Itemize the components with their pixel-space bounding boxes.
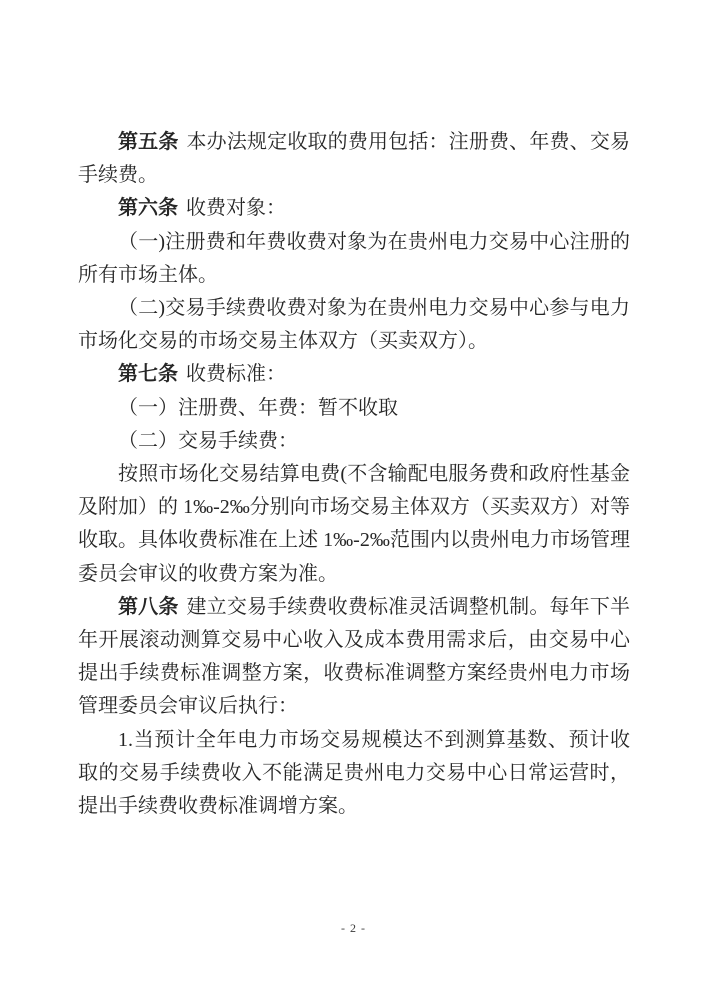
paragraph	[78, 226, 630, 292]
paragraph	[78, 591, 630, 724]
paragraph	[78, 724, 630, 824]
page-footer	[0, 918, 707, 938]
article-term: 第六条	[118, 197, 178, 220]
paragraph-text: 按照市场化交易结算电费(不含输配电服务费和政府性基金及附加）的 1‰-2‰分别向市场交易主体双方（买卖双方）对等收取。具体收费标准在上述 1‰-2‰范围内以贵州电力市场管理委员会审议的收费方案为准。	[78, 463, 630, 585]
article-term: 第七条	[118, 363, 178, 386]
paragraph-text: 建立交易手续费收费标准灵活调整机制。每年下半年开展滚动测算交易中心收入及成本费用需求后，由交易中心提出手续费标准调整方案，收费标准调整方案经贵州电力市场管理委员会审议后执行：	[78, 595, 630, 718]
document-body	[78, 126, 630, 823]
paragraph-text: 1.当预计全年电力市场交易规模达不到测算基数、预计收取的交易手续费收入不能满足贵州电力交易中心日常运营时，提出手续费收费标准调增方案。	[78, 728, 630, 818]
article-term: 第五条	[118, 131, 179, 153]
paragraph-text: 本办法规定收取的费用包括：注册费、年费、交易手续费。	[78, 131, 630, 187]
paragraph	[78, 358, 630, 391]
paragraph-text: 收费标准：	[186, 363, 286, 386]
page-number: - 2 -	[341, 921, 366, 935]
paragraph-text: （二)交易手续费收费对象为在贵州电力交易中心参与电力市场化交易的市场交易主体双方（买卖双方）。	[78, 297, 630, 353]
paragraph-text: 收费对象：	[186, 197, 286, 220]
article-term: 第八条	[118, 595, 179, 618]
paragraph	[78, 126, 630, 192]
paragraph	[78, 425, 630, 458]
paragraph	[78, 192, 630, 225]
paragraph	[78, 392, 630, 425]
paragraph-text: （二）交易手续费：	[118, 429, 298, 452]
paragraph	[78, 292, 630, 358]
paragraph	[78, 458, 630, 591]
paragraph-text: （一)注册费和年费收费对象为在贵州电力交易中心注册的所有市场主体。	[78, 230, 630, 286]
paragraph-text: （一）注册费、年费：暂不收取	[118, 396, 398, 419]
